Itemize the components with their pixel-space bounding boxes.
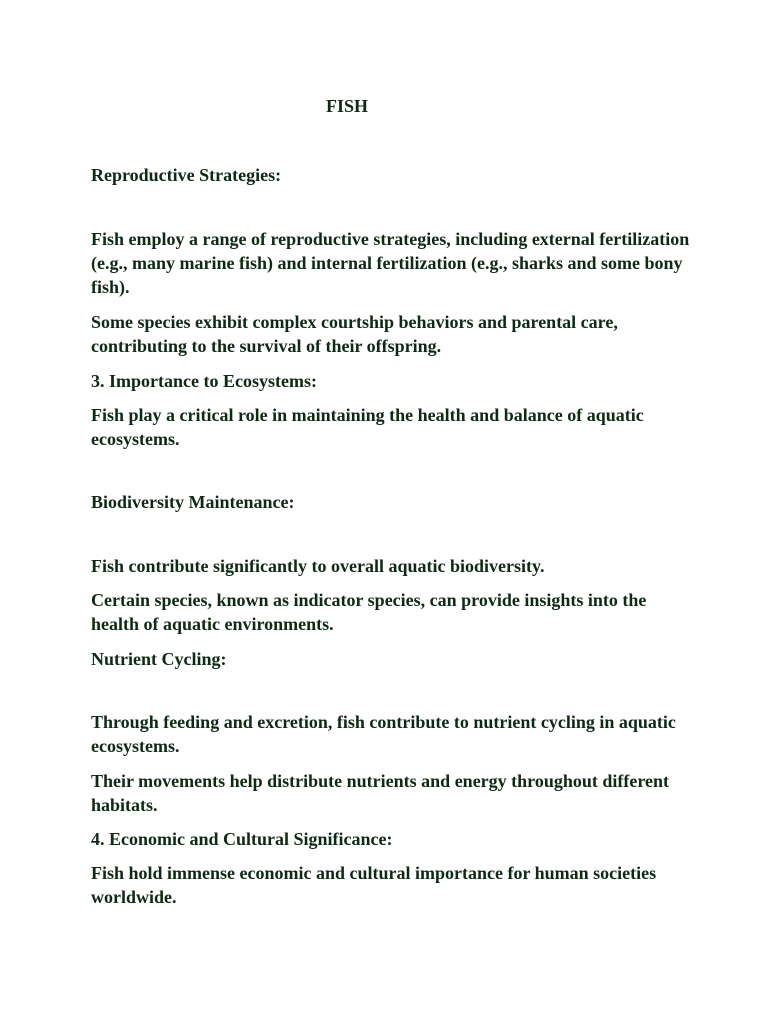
paragraph-courtship-behaviors: Some species exhibit complex courtship behaviors and parental care, contributing to the survival of their offspring. bbox=[91, 312, 618, 356]
section-heading-nutrient-cycling: Nutrient Cycling: bbox=[91, 649, 227, 669]
paragraph-indicator-species: Certain species, known as indicator species, can provide insights into the health of aquatic environments. bbox=[91, 590, 647, 634]
paragraph-feeding-excretion: Through feeding and excretion, fish contribute to nutrient cycling in aquatic ecosystems. bbox=[91, 712, 676, 756]
paragraph-economic-importance: Fish hold immense economic and cultural importance for human societies worldwide. bbox=[91, 863, 657, 907]
section-heading-reproductive-strategies: Reproductive Strategies: bbox=[91, 165, 282, 185]
section-heading-biodiversity-maintenance: Biodiversity Maintenance: bbox=[91, 492, 295, 512]
section-heading-importance-to-ecosystems: 3. Importance to Ecosystems: bbox=[91, 371, 317, 391]
paragraph-critical-role: Fish play a critical role in maintaining the health and balance of aquatic ecosystems. bbox=[91, 405, 644, 449]
paragraph-nutrient-distribution: Their movements help distribute nutrients and energy throughout different habitats. bbox=[91, 771, 670, 815]
document-title: FISH bbox=[326, 96, 369, 116]
section-heading-economic-cultural: 4. Economic and Cultural Significance: bbox=[91, 829, 393, 849]
paragraph-aquatic-biodiversity: Fish contribute significantly to overall aquatic biodiversity. bbox=[91, 556, 545, 576]
paragraph-reproductive-strategies: Fish employ a range of reproductive strategies, including external fertilization (e.g., many marine fish) and internal fertilization (e.g., sharks and some bony fish). bbox=[91, 229, 690, 297]
